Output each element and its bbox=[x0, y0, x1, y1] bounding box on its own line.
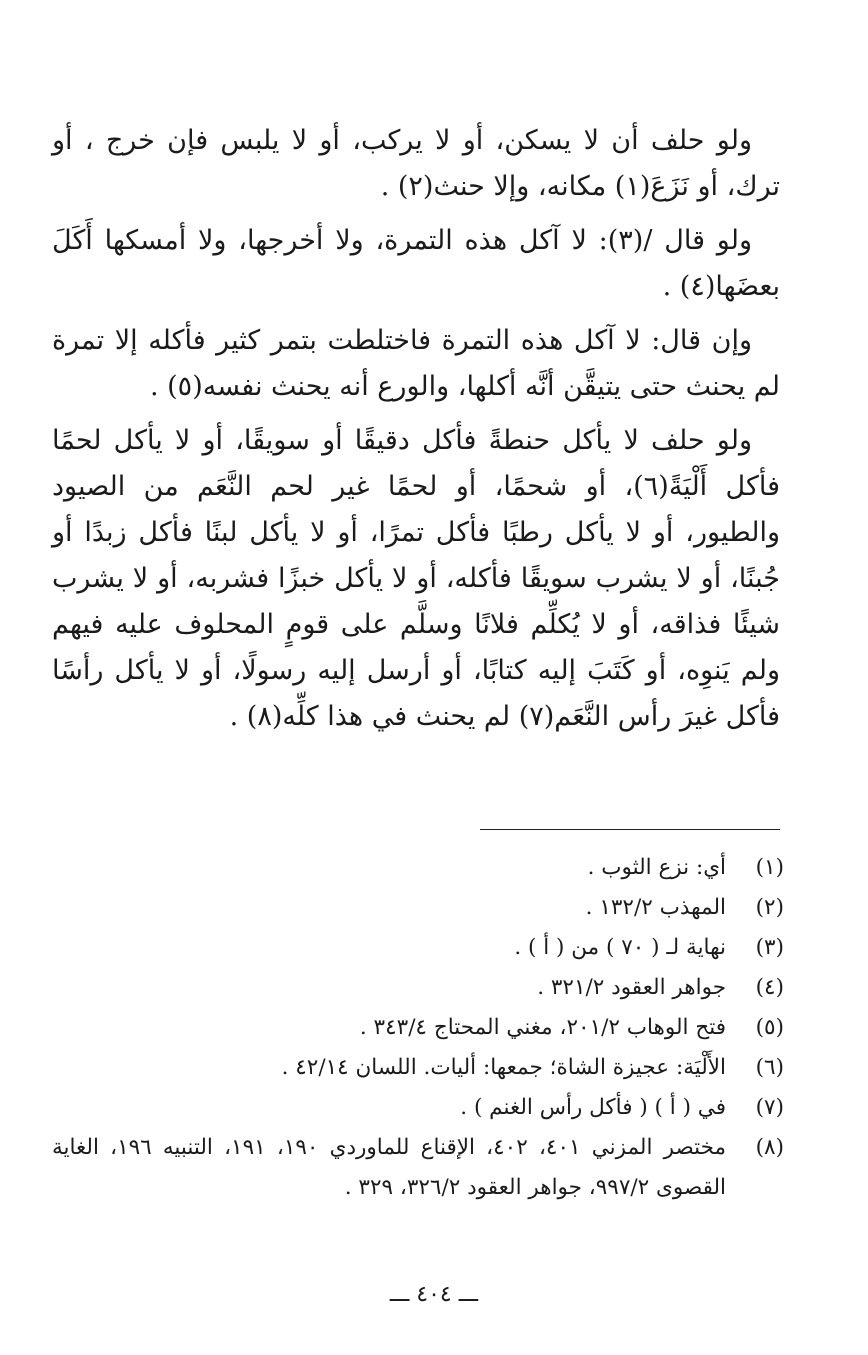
footnote bbox=[52, 1128, 784, 1208]
footnote bbox=[52, 848, 784, 888]
paragraph-4: ولو حلف لا يأكل حنطةً فأكل دقيقًا أو سويقًا، أو لا يأكل لحمًا فأكل أَلْيَةً(٦)، أو شحمًا، أو لحمًا غير لحم النَّعَم من الصيود والطيور، أو لا يأكل رطبًا فأكل تمرًا، أو لا يأكل لبنًا فأكل زبدًا أو جُبنًا، أو لا يشرب سويقًا فأكله، أو لا يأكل خبزًا فشربه، أو لا يشرب شيئًا فذاقه، أو لا يُكلِّم فلانًا وسلَّم على قومٍ المحلوف عليه فيهم ولم يَنوِه، أو كَتَبَ إليه كتابًا، أو أرسل إليه رسولًا، أو لا يأكل رأسًا فأكل غيرَ رأس النَّعَم(٧) لم يحنث في هذا كلِّه(٨) . bbox=[52, 425, 780, 732]
page-number: ـــ ٤٠٤ ـــ bbox=[389, 1282, 479, 1307]
footnote-number: (٣) bbox=[755, 935, 784, 960]
footnotes bbox=[52, 848, 784, 1208]
footnote-separator bbox=[480, 829, 780, 830]
footnote bbox=[52, 968, 784, 1008]
footnote-text: جواهر العقود ٣٢١/٢ . bbox=[537, 975, 726, 1000]
footnote-number: (٤) bbox=[755, 975, 784, 1000]
footnote-number: (٧) bbox=[755, 1095, 784, 1120]
footnote-text: فتح الوهاب ٢٠١/٢، مغني المحتاج ٣٤٣/٤ . bbox=[359, 1015, 726, 1040]
footnote bbox=[52, 1088, 784, 1128]
paragraph-3: وإن قال: لا آكل هذه التمرة فاختلطت بتمر كثير فأكله إلا تمرة لم يحنث حتى يتيقَّن أنَّه أكلها، والورع أنه يحنث نفسه(٥) . bbox=[52, 325, 780, 402]
footnote-number: (٥) bbox=[755, 1015, 784, 1040]
footnote-text: أي: نزع الثوب . bbox=[587, 855, 726, 880]
footnote-number: (١) bbox=[755, 855, 784, 880]
footnote bbox=[52, 1048, 784, 1088]
main-text bbox=[52, 118, 780, 748]
footnote bbox=[52, 1008, 784, 1048]
footnote bbox=[52, 928, 784, 968]
footnote-text: المهذب ١٣٢/٢ . bbox=[585, 895, 726, 920]
paragraph-1: ولو حلف أن لا يسكن، أو لا يركب، أو لا يلبس فإن خرج ، أو ترك، أو نَزَعَ(١) مكانه، وإلا حنث(٢) . bbox=[52, 125, 780, 202]
footnote-text: مختصر المزني ٤٠١، ٤٠٢، الإقناع للماوردي ١٩٠، ١٩١، التنبيه ١٩٦، الغاية القصوى ٩٩٧/٢، جواهر العقود ٣٢٦/٢، ٣٢٩ . bbox=[52, 1135, 727, 1200]
footnote-text: الأَلْيَة: عجيزة الشاة؛ جمعها: أليات. اللسان ٤٢/١٤ . bbox=[281, 1055, 726, 1080]
footnote-text: في ( أ ) ( فأكل رأس الغنم ) . bbox=[460, 1095, 726, 1120]
footnote-number: (٢) bbox=[755, 895, 784, 920]
paragraph-2: ولو قال /(٣): لا آكل هذه التمرة، ولا أخرجها، ولا أمسكها أَكَلَ بعضَها(٤) . bbox=[52, 225, 780, 302]
footnote bbox=[52, 888, 784, 928]
footnote-text: نهاية لـ ( ٧٠ ) من ( أ ) . bbox=[514, 935, 726, 960]
footnote-number: (٦) bbox=[755, 1055, 784, 1080]
footnote-number: (٨) bbox=[755, 1135, 784, 1160]
